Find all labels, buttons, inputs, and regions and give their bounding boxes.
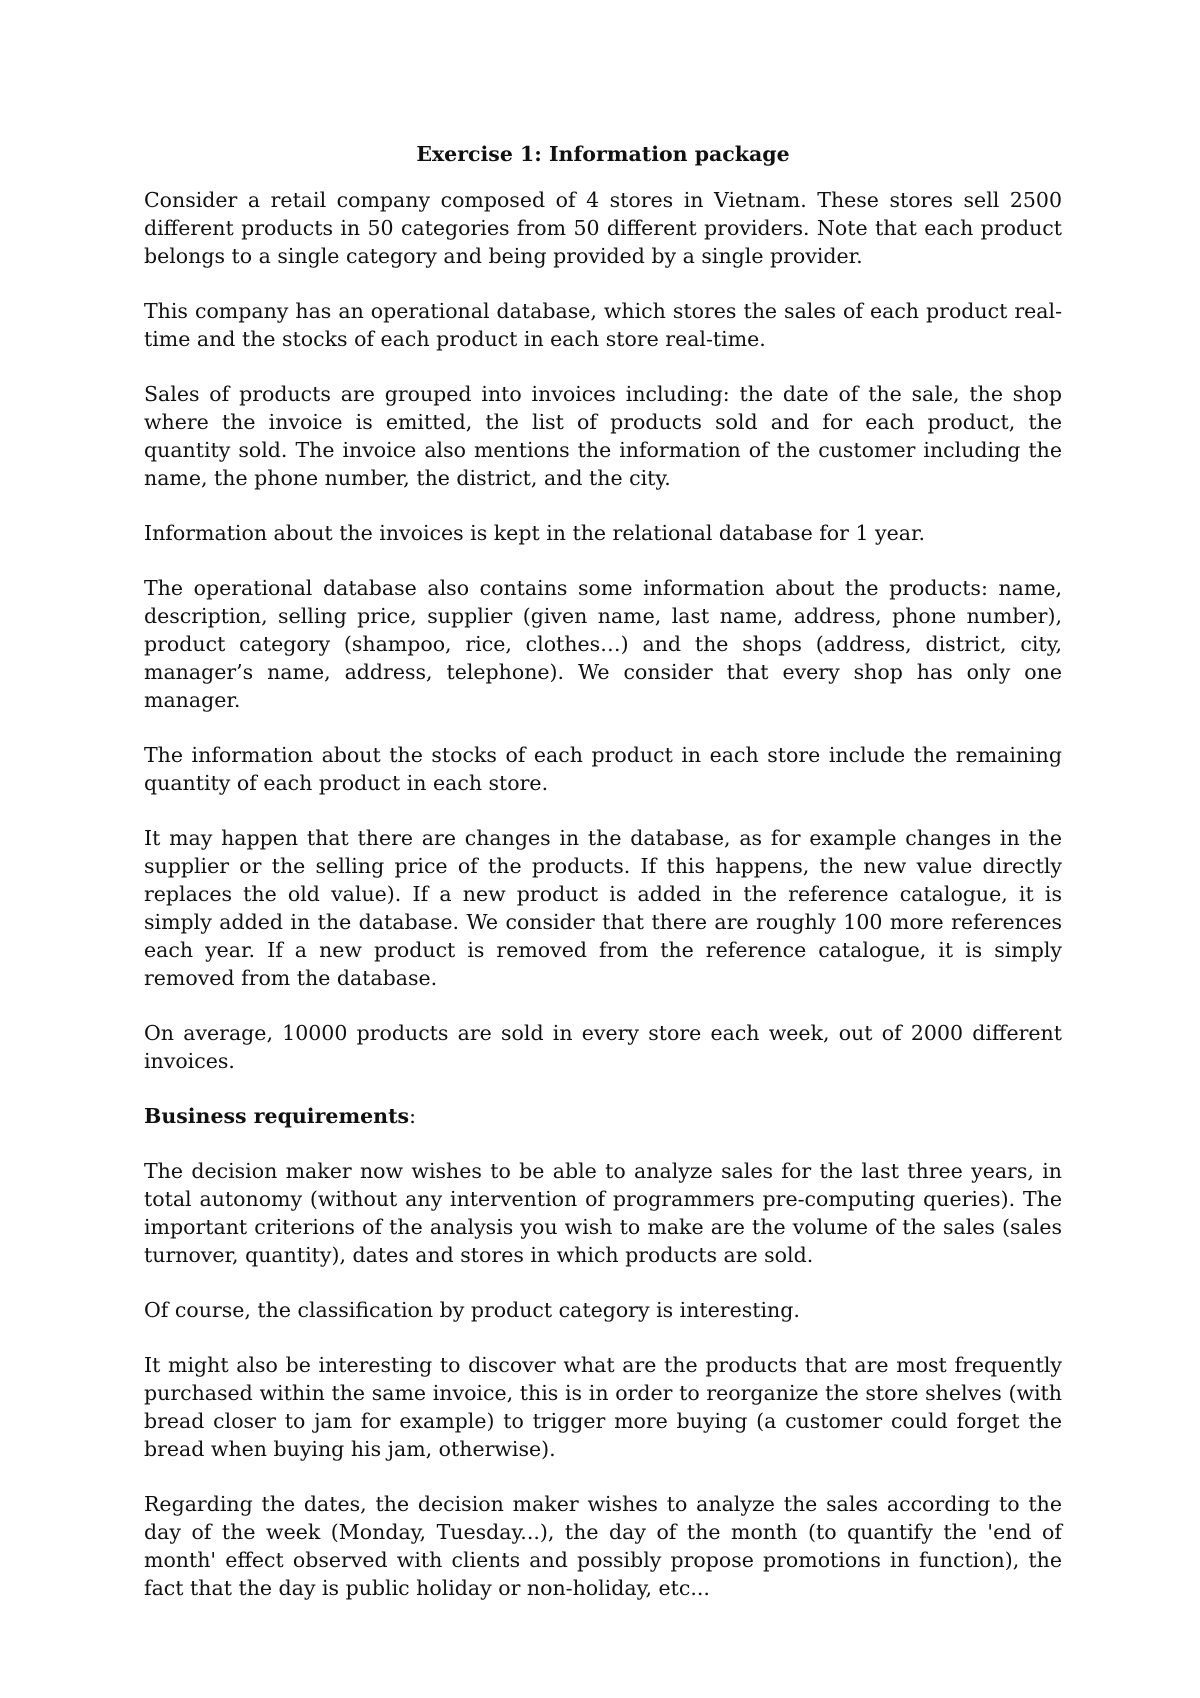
- paragraph-date-analysis: Regarding the dates, the decision maker wishes to analyze the sales according to the day of the week (Monday, Tuesday...), the day of the month (to quantify the 'end of month' effect observed with clients and possibly propose promotions in function), the fact that the day is public holiday or non-holiday, etc...: [144, 1492, 1062, 1600]
- paragraph-stock-information: The information about the stocks of each product in each store include the remaining quantity of each product in each store.: [144, 743, 1062, 795]
- paragraph-operational-database: This company has an operational database, which stores the sales of each product real-time and the stocks of each product in each store real-time.: [144, 299, 1062, 351]
- paragraph-invoices: Sales of products are grouped into invoices including: the date of the sale, the shop where the invoice is emitted, the list of products sold and for each product, the quantity sold. The invoice also mentions the information of the customer including the name, the phone number, the district, and the city.: [144, 382, 1062, 490]
- paragraph-analysis-goals: The decision maker now wishes to be able to analyze sales for the last three years, in total autonomy (without any intervention of programmers pre-computing queries). The important criterions of the analysis you wish to make are the volume of the sales (sales turnover, quantity), dates and stores in which products are sold.: [144, 1159, 1062, 1267]
- paragraph-company-overview: Consider a retail company composed of 4 stores in Vietnam. These stores sell 2500 different products in 50 categories from 50 different providers. Note that each product belongs to a single category and being provided by a single provider.: [144, 188, 1062, 268]
- document-title: Exercise 1: Information package: [416, 142, 790, 166]
- paragraph-database-changes: It may happen that there are changes in the database, as for example changes in the supplier or the selling price of the products. If this happens, the new value directly replaces the old value). If a new product is added in the reference catalogue, it is simply added in the database. We consider that there are roughly 100 more references each year. If a new product is removed from the reference catalogue, it is simply removed from the database.: [144, 826, 1062, 990]
- paragraph-invoice-retention: Information about the invoices is kept in the relational database for 1 year.: [144, 521, 926, 545]
- business-requirements-heading-text: Business requirements: [144, 1104, 410, 1128]
- paragraph-sales-volume: On average, 10000 products are sold in every store each week, out of 2000 different invoices.: [144, 1021, 1062, 1073]
- paragraph-basket-analysis: It might also be interesting to discover what are the products that are most frequently purchased within the same invoice, this is in order to reorganize the store shelves (with bread closer to jam for example) to trigger more buying (a customer could forget the bread when buying his jam, otherwise).: [144, 1353, 1062, 1461]
- paragraph-product-information: The operational database also contains some information about the products: name, description, selling price, supplier (given name, last name, address, phone number), product category (shampoo, rice, clothes…) and the shops (address, district, city, manager’s name, address, telephone). We consider that every shop has only one manager.: [144, 576, 1062, 712]
- document-page: [144, 140, 1062, 1629]
- paragraph-product-category: Of course, the classification by product category is interesting.: [144, 1298, 800, 1322]
- business-requirements-heading: [144, 1102, 1062, 1130]
- business-requirements-heading-colon: :: [409, 1104, 417, 1128]
